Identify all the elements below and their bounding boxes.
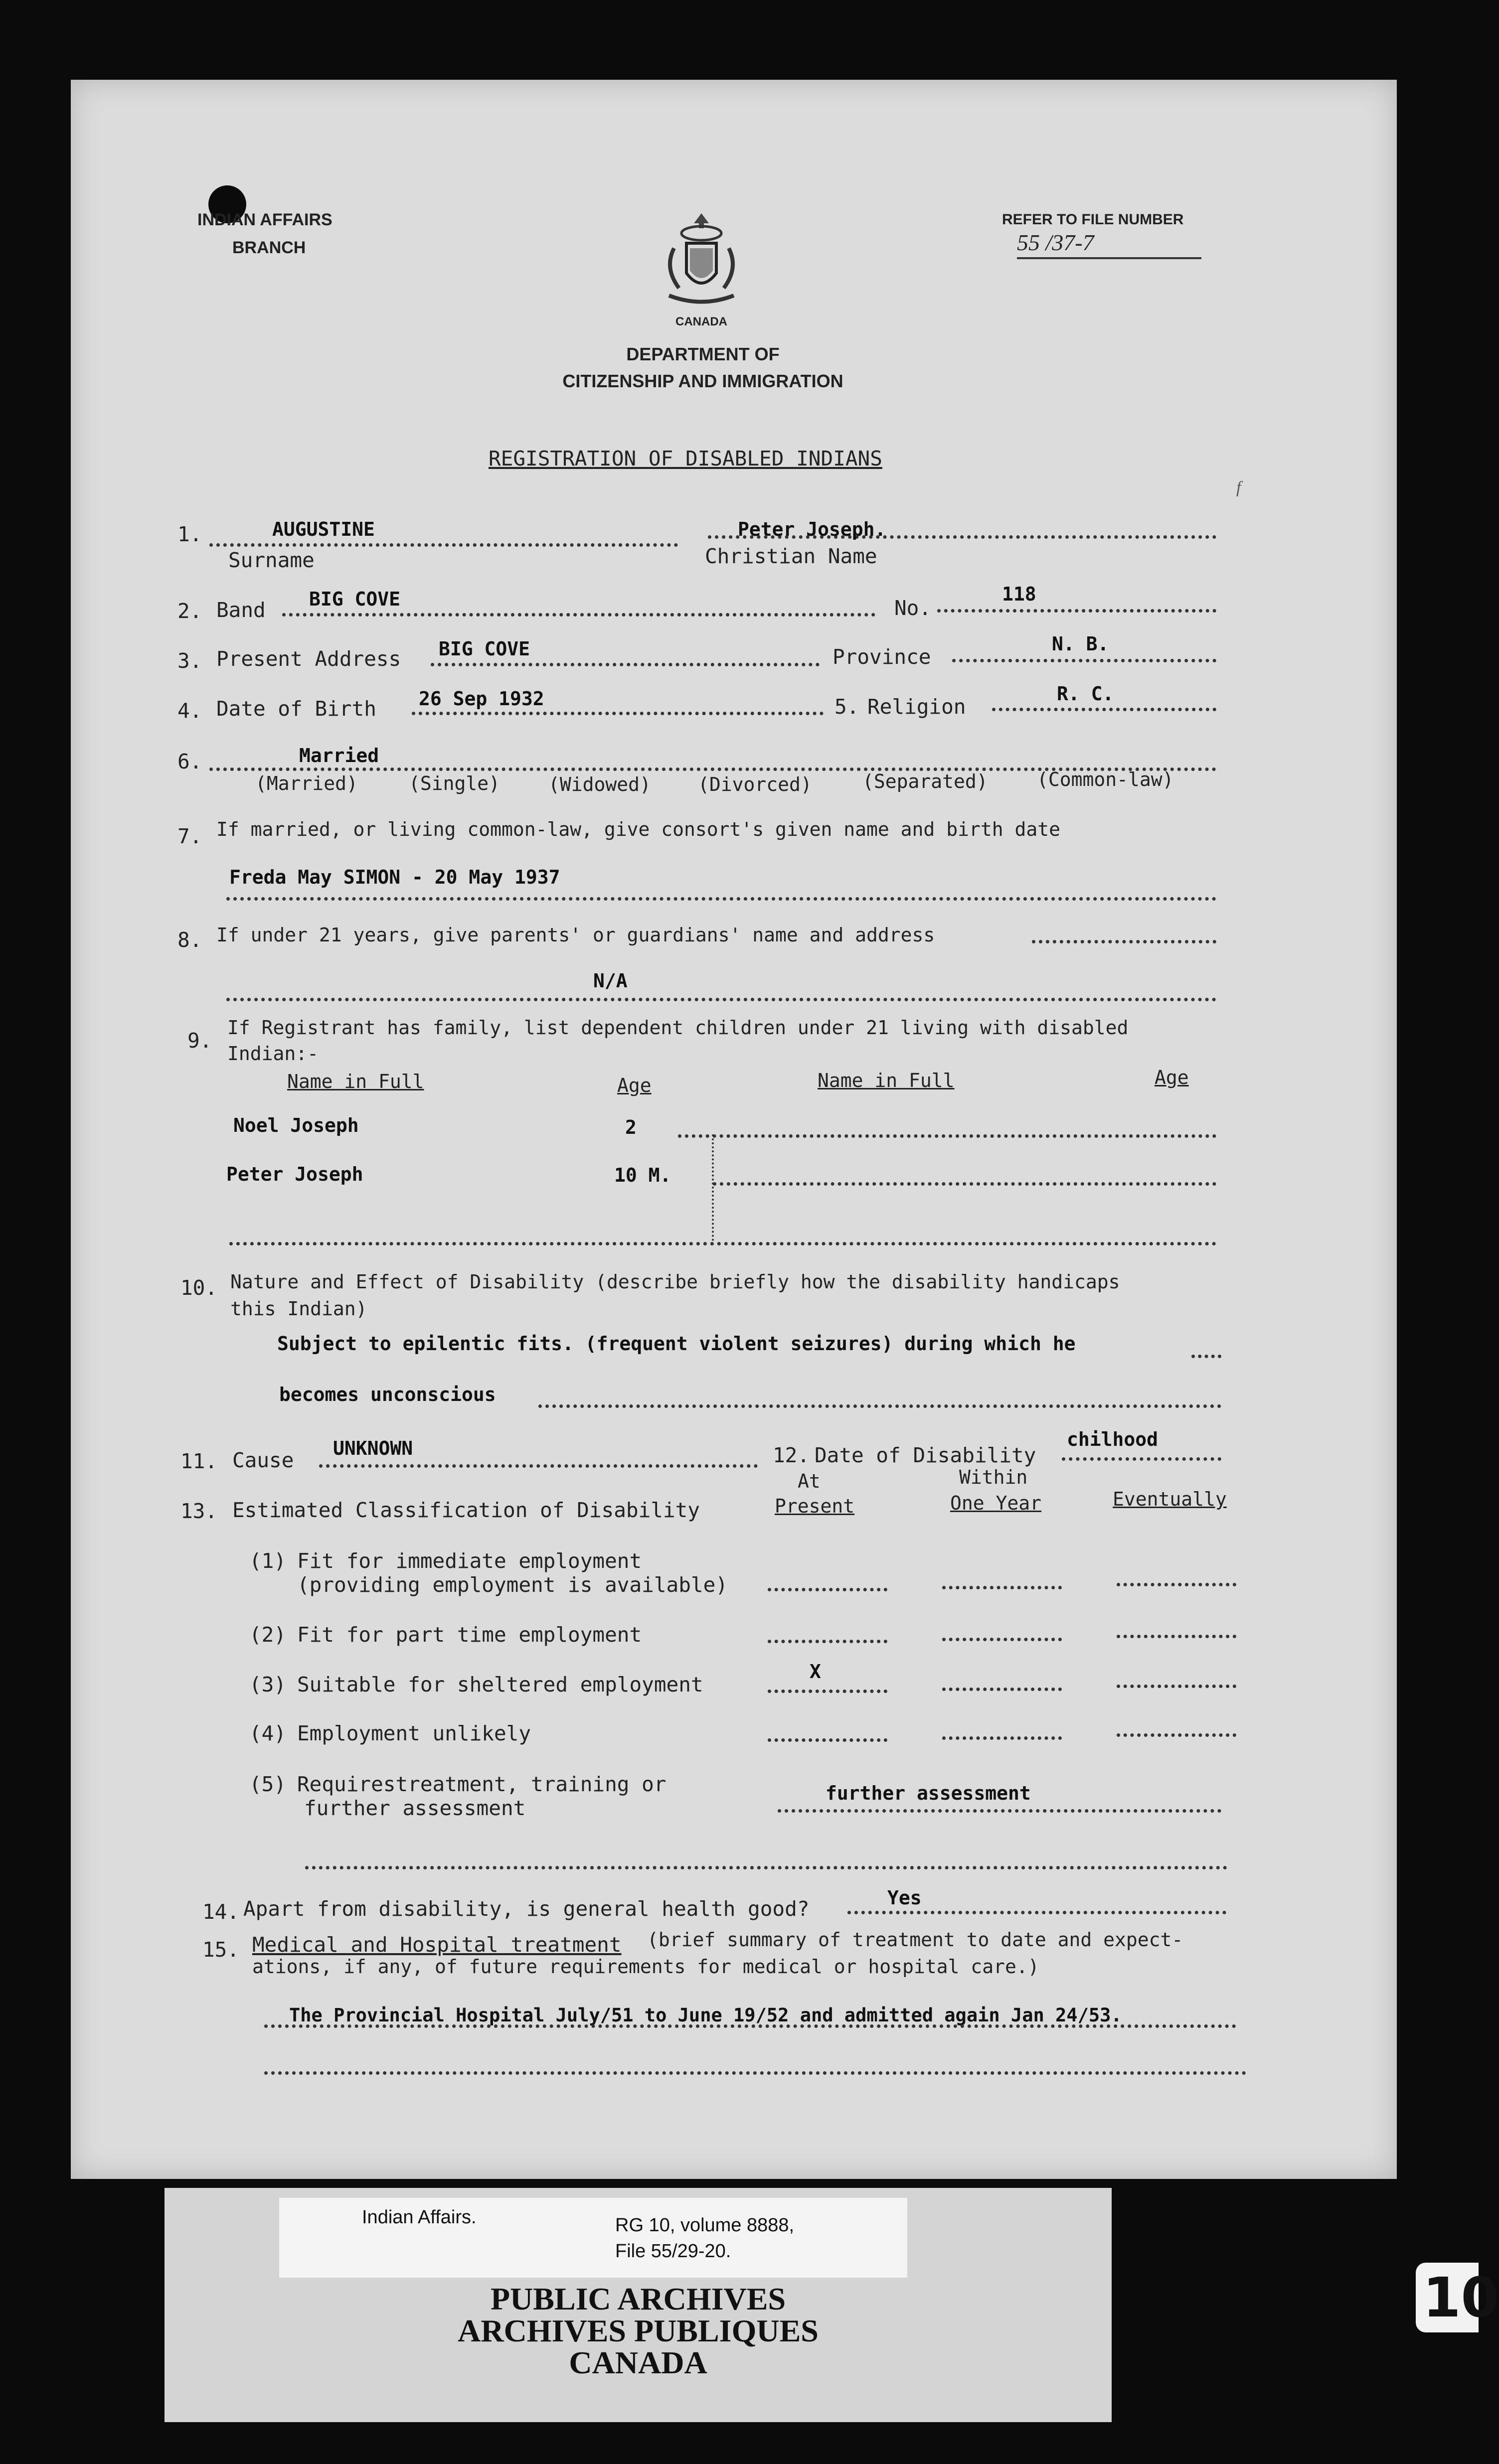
child-row-2-dots bbox=[713, 1182, 1216, 1186]
disability-date-label: Date of Disability bbox=[815, 1443, 1036, 1467]
form-title: REGISTRATION OF DISABLED INDIANS bbox=[489, 447, 882, 470]
class-item-1-present bbox=[768, 1588, 887, 1591]
class-item-4-present bbox=[768, 1738, 887, 1742]
address-dots bbox=[431, 663, 820, 666]
col-name-in-full-left: Name in Full bbox=[287, 1071, 424, 1092]
disability-dots-2 bbox=[538, 1404, 1221, 1408]
medical-treatment-label-rest: (brief summary of treatment to date and expect- bbox=[647, 1929, 1183, 1951]
class-item-3-one-year bbox=[942, 1688, 1062, 1691]
family-label-line2: Indian:- bbox=[227, 1043, 319, 1065]
class-item-1-line2: (providing employment is available) bbox=[297, 1573, 728, 1597]
margin-mark: f bbox=[1236, 478, 1241, 497]
class-item-4-line1: Employment unlikely bbox=[297, 1721, 531, 1745]
department-line1: DEPARTMENT OF bbox=[626, 344, 780, 364]
class-item-3-number: (3) bbox=[249, 1673, 287, 1696]
cause-value: UNKNOWN bbox=[333, 1437, 413, 1459]
family-label-line1: If Registrant has family, list dependent children under 21 living with disabled bbox=[227, 1017, 1129, 1039]
q4-number: 4. bbox=[177, 699, 202, 723]
class-item-3-eventually bbox=[1117, 1685, 1236, 1688]
address-label: Present Address bbox=[216, 647, 401, 671]
q15-number: 15. bbox=[202, 1938, 240, 1962]
branch-line1: INDIAN AFFAIRS bbox=[197, 210, 333, 229]
disability-date-value: chilhood bbox=[1067, 1428, 1159, 1450]
province-value: N. B. bbox=[1052, 633, 1109, 655]
option-divorced: (Divorced) bbox=[698, 773, 812, 795]
province-label: Province bbox=[833, 645, 931, 669]
guardians-dots-1 bbox=[1032, 940, 1216, 943]
q3-number: 3. bbox=[177, 649, 202, 673]
stamp-line3: CANADA bbox=[569, 2345, 707, 2380]
crest-label: CANADA bbox=[675, 315, 727, 328]
refer-to-file-label: REFER TO FILE NUMBER bbox=[1002, 211, 1184, 228]
guardians-value: N/A bbox=[593, 970, 628, 992]
band-no-dots bbox=[937, 609, 1216, 613]
file-number-underline bbox=[1017, 257, 1201, 259]
class-item-4-one-year bbox=[942, 1736, 1062, 1740]
medical-treatment-dots-2 bbox=[264, 2071, 1246, 2075]
col-name-in-full-right: Name in Full bbox=[818, 1070, 955, 1091]
disability-label-line2: this Indian) bbox=[230, 1298, 367, 1320]
q9-number: 9. bbox=[187, 1029, 212, 1053]
religion-dots bbox=[992, 708, 1216, 711]
class-item-5-number: (5) bbox=[249, 1772, 287, 1796]
class-item-5-line1: Requirestreatment, training or bbox=[297, 1772, 666, 1796]
class-item-4-eventually bbox=[1117, 1733, 1236, 1737]
q11-number: 11. bbox=[180, 1449, 218, 1473]
class-item-1-eventually bbox=[1117, 1583, 1236, 1586]
stamp-line2: ARCHIVES PUBLIQUES bbox=[458, 2313, 819, 2348]
q2-number: 2. bbox=[177, 599, 202, 623]
class-item-2-number: (2) bbox=[249, 1623, 287, 1647]
q10-number: 10. bbox=[180, 1276, 218, 1300]
q6-number: 6. bbox=[177, 750, 202, 773]
archive-agency: Indian Affairs. bbox=[362, 2207, 477, 2228]
christian-name-label: Christian Name bbox=[705, 544, 877, 568]
band-label: Band bbox=[216, 598, 266, 622]
christian-name-value: Peter Joseph. bbox=[738, 518, 886, 540]
child-1-name: Noel Joseph bbox=[233, 1114, 359, 1136]
option-single: (Single) bbox=[409, 772, 500, 794]
consort-value: Freda May SIMON - 20 May 1937 bbox=[229, 866, 560, 888]
option-widowed: (Widowed) bbox=[548, 773, 651, 795]
child-2-name: Peter Joseph bbox=[226, 1163, 363, 1185]
band-no-label: No. bbox=[894, 596, 932, 620]
band-no-value: 118 bbox=[1002, 583, 1036, 605]
class-item-1-line1: Fit for immediate employment bbox=[297, 1549, 642, 1573]
col-present-line2: Present bbox=[775, 1495, 855, 1517]
col-age-left: Age bbox=[617, 1075, 652, 1096]
cause-label: Cause bbox=[232, 1448, 294, 1472]
class-item-2-eventually bbox=[1117, 1635, 1236, 1638]
marital-status-value: Married bbox=[299, 745, 379, 767]
class-item-5-dots-2 bbox=[305, 1866, 1227, 1869]
col-age-right: Age bbox=[1155, 1067, 1189, 1088]
class-item-2-line1: Fit for part time employment bbox=[297, 1623, 642, 1647]
cause-dots bbox=[319, 1464, 758, 1468]
class-item-1-number: (1) bbox=[249, 1549, 287, 1573]
q8-number: 8. bbox=[177, 928, 202, 952]
surname-dots bbox=[209, 543, 678, 547]
q14-number: 14. bbox=[202, 1900, 240, 1924]
class-item-3-present-mark: X bbox=[810, 1661, 821, 1683]
consort-dots bbox=[226, 897, 1216, 901]
department-line2: CITIZENSHIP AND IMMIGRATION bbox=[562, 371, 843, 391]
class-item-1-one-year bbox=[942, 1586, 1062, 1589]
q5-number: 5. bbox=[834, 695, 859, 719]
col-present-line1: At bbox=[798, 1470, 821, 1492]
province-dots bbox=[952, 659, 1216, 662]
option-common-law: (Common-law) bbox=[1037, 769, 1174, 790]
surname-value: AUGUSTINE bbox=[272, 518, 375, 540]
disability-dots-1 bbox=[1191, 1355, 1221, 1358]
child-row-3-dots bbox=[229, 1242, 1216, 1245]
medical-treatment-label-line2: ations, if any, of future requirements for medical or hospital care.) bbox=[252, 1956, 1039, 1978]
option-separated: (Separated) bbox=[862, 770, 988, 792]
q7-number: 7. bbox=[177, 824, 202, 848]
microfilm-frame-number: 10 bbox=[1416, 2263, 1479, 2332]
birthdate-dots bbox=[412, 712, 824, 715]
col-one-year-line1: Within bbox=[959, 1466, 1028, 1488]
class-item-5-value: further assessment bbox=[826, 1782, 1031, 1804]
branch-line2: BRANCH bbox=[232, 238, 306, 257]
class-item-4-number: (4) bbox=[249, 1721, 287, 1745]
stamp-line1: PUBLIC ARCHIVES bbox=[490, 2281, 786, 2316]
address-value: BIG COVE bbox=[439, 638, 530, 660]
col-one-year-line2: One Year bbox=[950, 1492, 1042, 1514]
general-health-dots bbox=[847, 1911, 1226, 1914]
archive-reference-line1: RG 10, volume 8888, bbox=[615, 2215, 795, 2236]
q12-number: 12. bbox=[773, 1443, 810, 1467]
archive-reference-line2: File 55/29-20. bbox=[615, 2241, 731, 2262]
class-item-5-dots-1 bbox=[778, 1809, 1221, 1813]
disability-label-line1: Nature and Effect of Disability (describe briefly how the disability handicaps bbox=[230, 1271, 1120, 1293]
q13-number: 13. bbox=[180, 1499, 218, 1523]
child-row-1-dots bbox=[678, 1134, 1216, 1138]
religion-label: Religion bbox=[867, 695, 966, 719]
disability-value-line2: becomes unconscious bbox=[279, 1384, 496, 1405]
birthdate-value: 26 Sep 1932 bbox=[419, 688, 544, 710]
general-health-value: Yes bbox=[887, 1887, 922, 1909]
guardians-dots-2 bbox=[226, 998, 1216, 1001]
medical-treatment-label: Medical and Hospital treatment bbox=[252, 1933, 622, 1957]
class-item-2-one-year bbox=[942, 1638, 1062, 1641]
religion-value: R. C. bbox=[1057, 683, 1114, 705]
disability-value-line1: Subject to epilentic fits. (frequent violent seizures) during which he bbox=[277, 1333, 1076, 1355]
medical-treatment-value: The Provincial Hospital July/51 to June 19/52 and admitted again Jan 24/53. bbox=[289, 2004, 1122, 2026]
guardians-label: If under 21 years, give parents' or guardians' name and address bbox=[216, 924, 935, 946]
class-item-3-present-dots bbox=[768, 1690, 887, 1693]
col-eventually: Eventually bbox=[1113, 1488, 1227, 1510]
classification-label: Estimated Classification of Disability bbox=[232, 1498, 700, 1522]
child-1-age: 2 bbox=[625, 1116, 637, 1138]
band-dots bbox=[282, 613, 875, 616]
option-married: (Married) bbox=[255, 772, 358, 794]
general-health-label: Apart from disability, is general health good? bbox=[243, 1897, 810, 1921]
child-2-age: 10 M. bbox=[614, 1164, 671, 1186]
class-item-2-present bbox=[768, 1640, 887, 1643]
file-number: 55 /37-7 bbox=[1017, 230, 1094, 255]
child-table-divider bbox=[712, 1134, 714, 1245]
band-value: BIG COVE bbox=[309, 588, 401, 610]
surname-label: Surname bbox=[228, 548, 315, 572]
disability-date-dots bbox=[1062, 1457, 1221, 1461]
medical-treatment-dots-1 bbox=[264, 2024, 1236, 2028]
q1-number: 1. bbox=[177, 522, 202, 546]
class-item-5-line2: further assessment bbox=[304, 1796, 526, 1820]
consort-label: If married, or living common-law, give consort's given name and birth date bbox=[216, 818, 1060, 840]
coat-of-arms-icon bbox=[659, 208, 744, 313]
class-item-3-line1: Suitable for sheltered employment bbox=[297, 1673, 703, 1696]
birthdate-label: Date of Birth bbox=[216, 697, 376, 721]
